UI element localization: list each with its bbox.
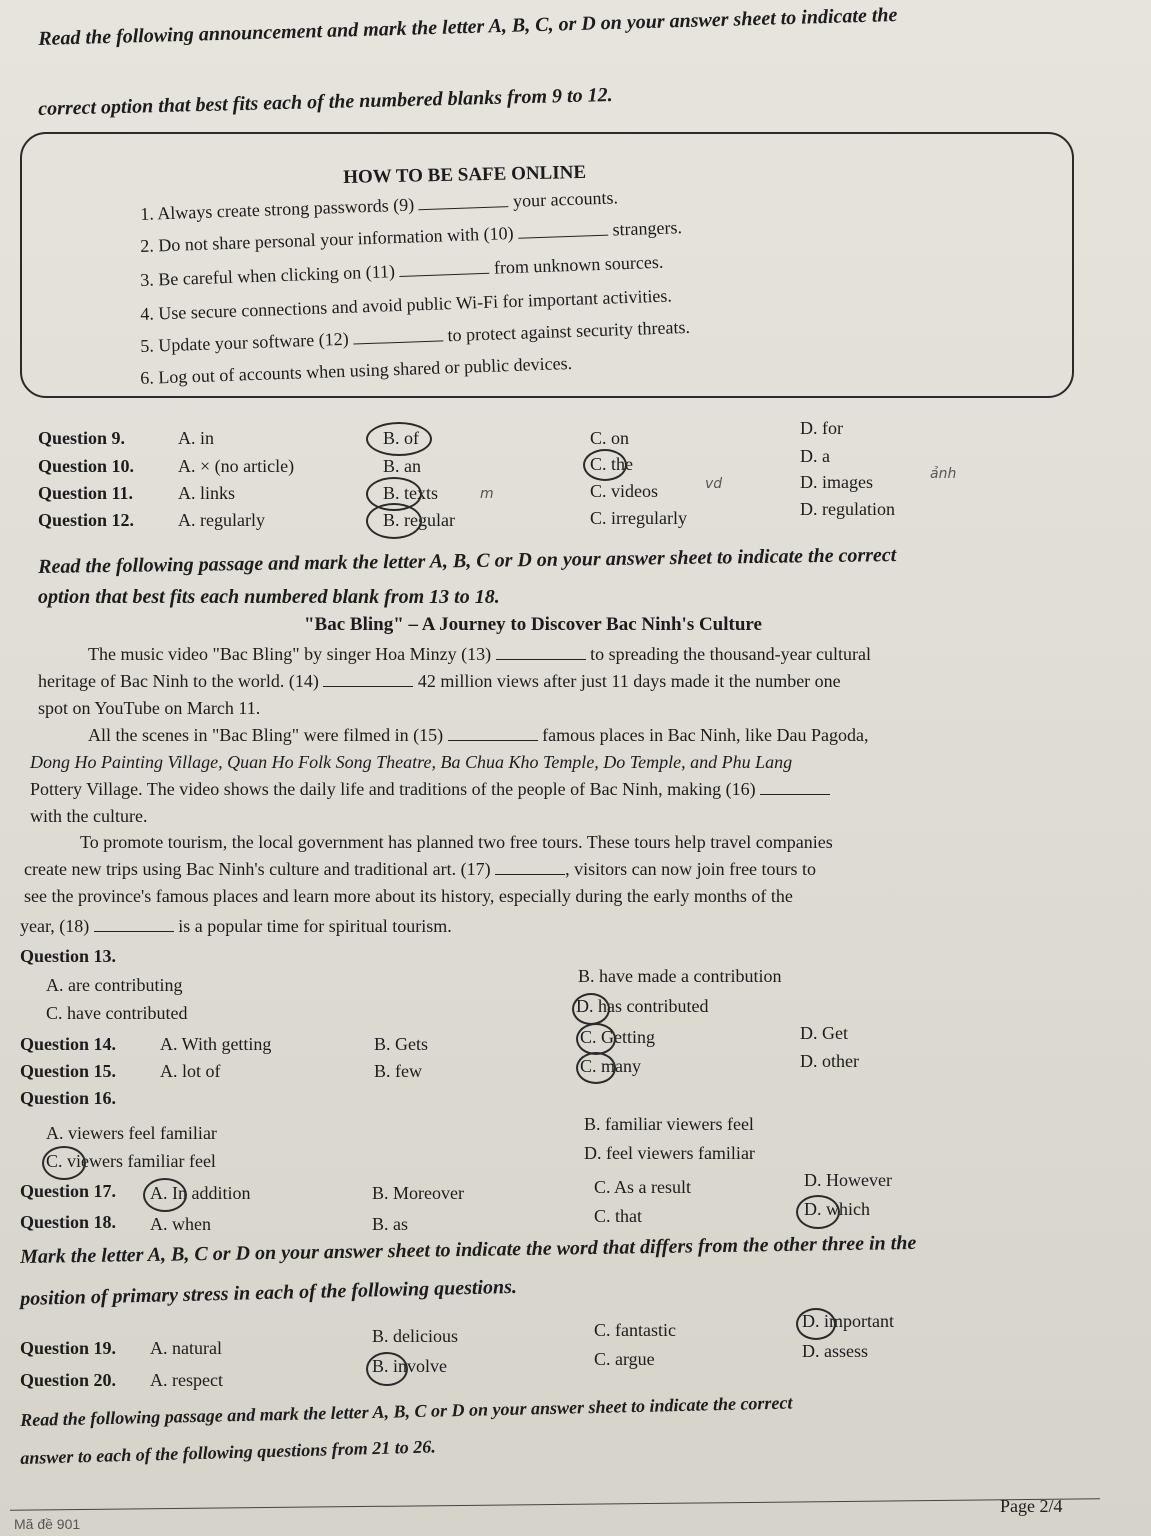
q14-option-a[interactable]: A. With getting <box>160 1034 272 1054</box>
announcement-title: HOW TO BE SAFE ONLINE <box>343 161 587 188</box>
passage-p2-line2: Dong Ho Painting Village, Quan Ho Folk Song Theatre, Ba Chua Kho Temple, Do Temple, and Phu Lang <box>30 752 793 772</box>
passage-p3-line4: year, (18) is a popular time for spiritual tourism. <box>20 916 452 936</box>
answer-circle-q16 <box>42 1146 86 1180</box>
q19-option-a[interactable]: A. natural <box>150 1338 222 1358</box>
blank-18 <box>94 917 174 932</box>
q17-option-d[interactable]: D. However <box>804 1170 892 1190</box>
blank-12 <box>353 326 443 344</box>
answer-circle-q13 <box>572 993 610 1025</box>
blank-13 <box>496 645 586 660</box>
q9-option-d[interactable]: D. for <box>800 418 843 438</box>
q18-option-b[interactable]: B. as <box>372 1214 408 1234</box>
q18-option-d[interactable]: D. which <box>804 1199 870 1219</box>
q17-option-b[interactable]: B. Moreover <box>372 1183 464 1203</box>
q20-option-c[interactable]: C. argue <box>594 1349 655 1369</box>
exam-code: Mã đề 901 <box>14 1516 81 1532</box>
answer-circle-q20 <box>366 1352 408 1386</box>
q10-option-c[interactable]: C. the <box>590 454 633 474</box>
q11-label: Question 11. <box>38 483 134 503</box>
q18-option-c[interactable]: C. that <box>594 1206 642 1226</box>
passage-p3-line3: see the province's famous places and learn more about its history, especially during the early months of the <box>24 886 793 906</box>
tip-2: 2. Do not share personal your information with (10) strangers. <box>140 217 683 256</box>
q9-option-a[interactable]: A. in <box>178 428 214 448</box>
q12-option-d[interactable]: D. regulation <box>800 499 895 519</box>
q12-option-c[interactable]: C. irregularly <box>590 508 687 528</box>
q20-option-b[interactable]: B. involve <box>372 1356 447 1376</box>
q13-option-b[interactable]: B. have made a contribution <box>578 966 782 986</box>
passage-p1-line1: The music video "Bac Bling" by singer Hoa Minzy (13) to spreading the thousand-year cultural <box>88 644 872 664</box>
q9-option-c[interactable]: C. on <box>590 428 630 448</box>
q15-option-a[interactable]: A. lot of <box>160 1061 221 1081</box>
q19-option-c[interactable]: C. fantastic <box>594 1320 676 1340</box>
handwritten-note-1: vd <box>705 476 723 492</box>
q11-option-c[interactable]: C. videos <box>590 481 659 501</box>
q11-option-b[interactable]: B. texts <box>383 483 439 503</box>
q16-option-c[interactable]: C. viewers familiar feel <box>46 1151 216 1171</box>
q15-option-d[interactable]: D. other <box>800 1051 859 1071</box>
section3-instructions-line2: position of primary stress in each of the following questions. <box>20 1275 518 1310</box>
passage-p3-line1: To promote tourism, the local government has planned two free tours. These tours help travel companies <box>80 832 833 852</box>
passage-p2-line1: All the scenes in "Bac Bling" were filmed in (15) famous places in Bac Ninh, like Dau Pagoda, <box>88 725 869 745</box>
q20-option-d[interactable]: D. assess <box>802 1341 868 1361</box>
q15-option-b[interactable]: B. few <box>374 1061 422 1081</box>
q13-option-c[interactable]: C. have contributed <box>46 1003 188 1023</box>
passage-title: "Bac Bling" – A Journey to Discover Bac Ninh's Culture <box>304 614 762 635</box>
blank-10 <box>518 221 608 239</box>
q10-option-a[interactable]: A. × (no article) <box>178 456 295 476</box>
answer-circle-q17 <box>143 1178 187 1212</box>
q13-option-d[interactable]: D. has contributed <box>576 996 709 1016</box>
q19-label: Question 19. <box>20 1338 117 1358</box>
q12-option-a[interactable]: A. regularly <box>178 510 265 530</box>
section1-instructions-line2: correct option that best fits each of the numbered blanks from 9 to 12. <box>38 83 613 120</box>
q9-option-b[interactable]: B. of <box>383 428 419 448</box>
tip-6: 6. Log out of accounts when using shared or public devices. <box>140 352 573 388</box>
passage-p2-line4: with the culture. <box>30 806 148 826</box>
q12-option-b[interactable]: B. regular <box>383 510 455 530</box>
blank-15 <box>448 726 538 741</box>
blank-11 <box>399 259 489 277</box>
tip-5: 5. Update your software (12) to protect against security threats. <box>140 316 691 356</box>
answer-circle-q9 <box>366 422 432 456</box>
q19-option-b[interactable]: B. delicious <box>372 1326 458 1346</box>
q17-option-a[interactable]: A. In addition <box>150 1183 251 1203</box>
handwritten-note-3: m <box>480 486 494 502</box>
q14-option-d[interactable]: D. Get <box>800 1023 848 1043</box>
passage-p3-line2: create new trips using Bac Ninh's culture and traditional art. (17) , visitors can now join free tours to <box>24 859 817 879</box>
section4-instructions-line2: answer to each of the following questions from 21 to 26. <box>20 1436 436 1468</box>
q10-option-b[interactable]: B. an <box>383 456 421 476</box>
answer-circle-q19 <box>796 1308 836 1340</box>
answer-circle-q15 <box>576 1052 616 1084</box>
q15-option-c[interactable]: C. many <box>580 1056 641 1076</box>
passage-p1-line2: heritage of Bac Ninh to the world. (14) 42 million views after just 11 days made it the number one <box>38 671 841 691</box>
section3-instructions-line1: Mark the letter A, B, C or D on your answer sheet to indicate the word that differs from the other three in the <box>20 1231 917 1268</box>
answer-circle-q10 <box>583 449 627 481</box>
q13-option-a[interactable]: A. are contributing <box>46 975 183 995</box>
q14-option-b[interactable]: B. Gets <box>374 1034 428 1054</box>
section1-instructions-line1: Read the following announcement and mark the letter A, B, C, or D on your answer sheet to indicate the <box>38 4 898 50</box>
q18-label: Question 18. <box>20 1212 117 1232</box>
section2-instructions-line1: Read the following passage and mark the letter A, B, C or D on your answer sheet to indicate the correct <box>38 544 897 578</box>
tip-4: 4. Use secure connections and avoid public Wi-Fi for important activities. <box>140 285 673 324</box>
passage-p2-line3: Pottery Village. The video shows the daily life and traditions of the people of Bac Ninh, making (16) <box>30 779 830 800</box>
page-number: Page 2/4 <box>1000 1496 1063 1516</box>
section2-instructions-line2: option that best fits each numbered blank from 13 to 18. <box>38 586 500 608</box>
q19-option-d[interactable]: D. important <box>802 1311 894 1331</box>
blank-9 <box>418 192 508 210</box>
q16-label: Question 16. <box>20 1088 117 1108</box>
footer-divider <box>10 1498 1100 1510</box>
q17-label: Question 17. <box>20 1181 117 1201</box>
q18-option-a[interactable]: A. when <box>150 1214 211 1234</box>
q14-option-c[interactable]: C. Getting <box>580 1027 655 1047</box>
answer-circle-q18 <box>796 1195 840 1229</box>
handwritten-note-2: ảnh <box>930 466 957 482</box>
blank-16 <box>760 780 830 795</box>
q12-label: Question 12. <box>38 510 135 530</box>
passage-p1-line3: spot on YouTube on March 11. <box>38 698 261 718</box>
section4-instructions-line1: Read the following passage and mark the letter A, B, C or D on your answer sheet to indicate the correct <box>20 1392 793 1430</box>
tip-1: 1. Always create strong passwords (9) your accounts. <box>140 187 619 224</box>
answer-circle-q12 <box>366 503 422 539</box>
tip-3: 3. Be careful when clicking on (11) from unknown sources. <box>140 251 664 290</box>
q15-label: Question 15. <box>20 1061 117 1081</box>
q20-label: Question 20. <box>20 1370 117 1390</box>
q11-option-a[interactable]: A. links <box>178 483 236 503</box>
q17-option-c[interactable]: C. As a result <box>594 1177 691 1197</box>
q11-option-d[interactable]: D. images <box>800 472 873 492</box>
q9-label: Question 9. <box>38 428 126 448</box>
blank-14 <box>323 672 413 687</box>
q13-label: Question 13. <box>20 946 117 966</box>
q16-option-b[interactable]: B. familiar viewers feel <box>584 1114 754 1134</box>
q10-label: Question 10. <box>38 456 135 476</box>
answer-circle-q14 <box>576 1023 616 1055</box>
q14-label: Question 14. <box>20 1034 117 1054</box>
q16-option-a[interactable]: A. viewers feel familiar <box>46 1123 217 1143</box>
q16-option-d[interactable]: D. feel viewers familiar <box>584 1143 755 1163</box>
q10-option-d[interactable]: D. a <box>800 446 830 466</box>
blank-17 <box>495 860 565 875</box>
q20-option-a[interactable]: A. respect <box>150 1370 223 1390</box>
